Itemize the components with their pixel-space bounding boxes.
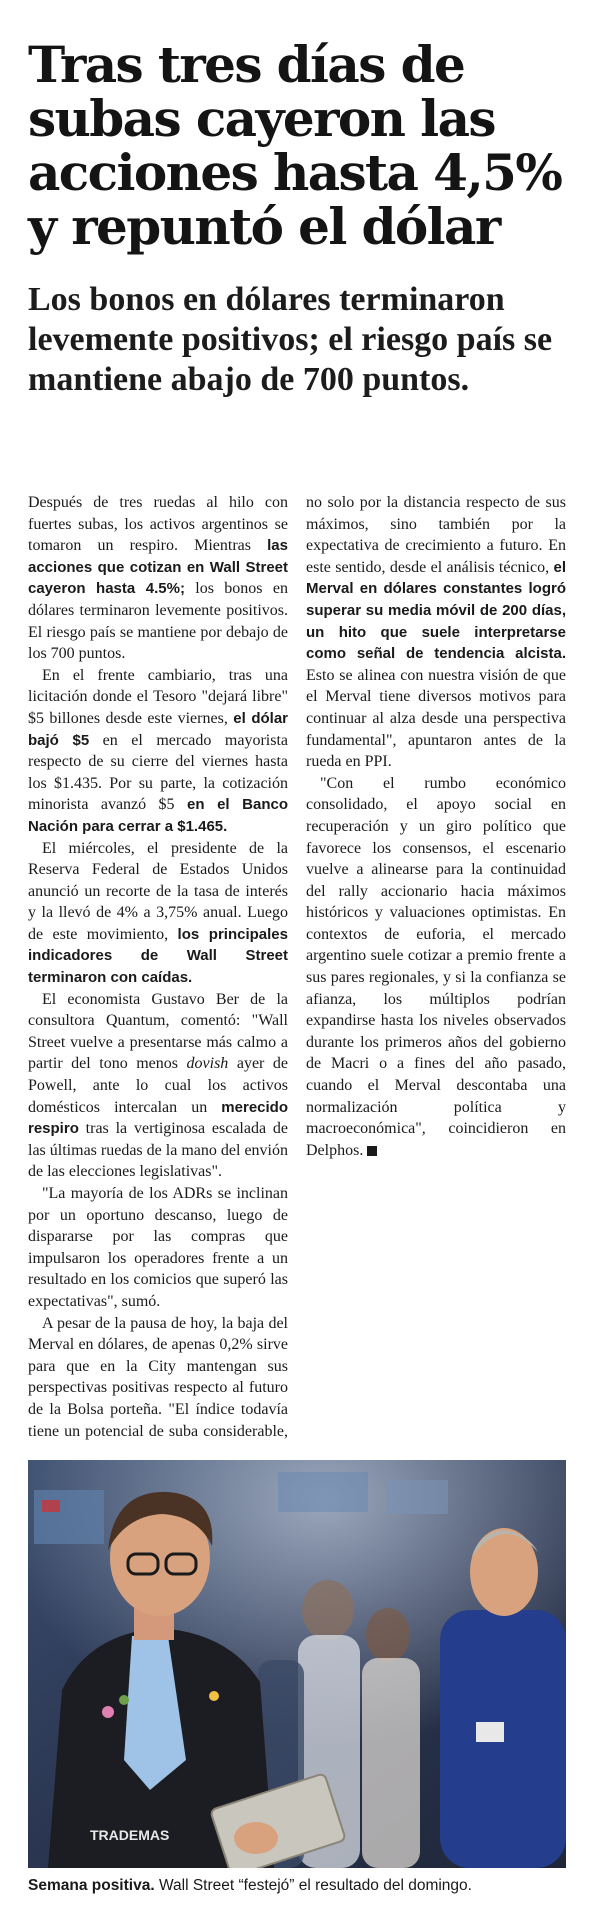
bold-run: los principales indicadores de Wall Street terminaron con caídas. — [28, 925, 288, 987]
trader-pin-3 — [209, 1691, 219, 1701]
paragraph-2 — [28, 665, 288, 838]
bold-run: merecido respiro — [28, 1098, 288, 1138]
news-photo — [28, 1460, 566, 1868]
text-run: los bonos en dólares terminaron levemente positivos. El riesgo país se mantiene por debajo de los 700 puntos. — [28, 580, 288, 663]
text-run: El economista Gustavo Ber de la consultora Quantum, comentó: "Wall Street vuelve a presentarse más calmo a partir del tono menos — [28, 990, 288, 1073]
trader-pin-2 — [119, 1695, 129, 1705]
caption-text: Wall Street “festejó” el resultado del domingo. — [154, 1877, 472, 1894]
text-run: El miércoles, el presidente de la Reserva Federal de Estados Unidos anunció un recorte de la tasa de interés y la llevó de 4% a 3,75% anual. Luego de este movimiento, — [28, 839, 288, 943]
text-run: "Con el rumbo económico consolidado, el apoyo social en recuperación y un giro político que favorece los consensos, el escenario vuelve a alinearse para la continuidad del rally accionario hacia máximos históricos y valuaciones optimistas. En contextos de euforia, el mercado argentino suele cotizar a premio frente a sus pares regionales, y si la confianza se afianza, los múltiplos podrían expandirse hasta los niveles observados durante los primeros años del gobierno de Macri o a fines del año pasado, cuando el Merval descontaba una normalización política y macroeconómica", coincidieron en Delphos. — [306, 774, 566, 1159]
bold-run: en el Banco Nación para cerrar a $1.465. — [28, 796, 288, 835]
trading-floor-illustration — [28, 1460, 566, 1868]
subheadline: Los bonos en dólares terminaron levemente positivos; el riesgo país se mantiene abajo de 700 puntos. — [28, 281, 553, 398]
article-body — [28, 492, 566, 1462]
text-run: ayer de Powell, ante lo cual los activos domésticos intercalan un — [28, 1055, 288, 1116]
right-man-badge — [476, 1722, 504, 1742]
text-run: Esto se alinea con nuestra visión de que el Merval tiene diversos motivos para continuar al alza desde una perspectiva fundamental", apuntaron antes de la rueda en PPI. — [306, 666, 566, 771]
trader-pin-1 — [102, 1706, 114, 1718]
bg-person-2-body — [362, 1658, 420, 1868]
jacket-text: TRADEMAS — [90, 1827, 170, 1843]
paragraph-1 — [28, 492, 288, 665]
bold-run: las acciones que cotizan en Wall Street cayeron hasta 4.5%; — [28, 537, 288, 598]
text-run: tras la vertiginosa escalada de las últimas ruedas de la mano del envión de las elecciones legislativas". — [28, 1120, 288, 1181]
italic-run: dovish — [186, 1055, 229, 1073]
paragraph-3 — [28, 838, 288, 989]
screen-red — [42, 1500, 60, 1512]
text-run: En el frente cambiario, tras una licitación donde el Tesoro "dejará libre" $5 billones desde este viernes, — [28, 666, 288, 727]
bg-person-2 — [366, 1608, 410, 1662]
bold-run: el dólar bajó $5 — [28, 709, 288, 749]
text-run: "La mayoría de los ADRs se inclinan por un oportuno descanso, luego de dispararse por las compras que impulsaron los operadores frente a un resultado en los comicios que superó las expectativas", sumó. — [28, 1185, 288, 1310]
text-run: en el mercado mayorista respecto de su cierre del viernes hasta los $1.435. Por su parte, la cotización minorista avanzó $5 — [28, 731, 288, 814]
screen-right — [388, 1480, 448, 1514]
end-of-article-mark — [367, 1146, 377, 1156]
text-run: A pesar de la pausa de hoy, la baja del Merval en dólares, de apenas 0,2% sirve para que en la City mantengan sus perspectivas positivas respecto al futuro de la Bolsa porteña. "El índice todavía tiene un potencial de suba considerable, no solo por la distancia respecto de sus máximos, sino también por la expectativa de crecimiento a futuro. En este sentido, desde el análisis técnico, — [28, 494, 566, 1440]
paragraph-4 — [28, 989, 288, 1183]
bg-person-1 — [302, 1580, 354, 1640]
photo-caption — [28, 1876, 566, 1896]
paragraph-5 — [28, 1183, 288, 1313]
paragraph-7 — [306, 773, 566, 1162]
trader-hand — [234, 1822, 278, 1854]
caption-lead: Semana positiva. — [28, 1877, 155, 1894]
screen-left — [34, 1490, 104, 1544]
bold-run: el Merval en dólares constantes logró superar su media móvil de 200 días, un hito que suele interpretarse como señal de tendencia alcista. — [306, 558, 566, 663]
screen-mid — [278, 1472, 368, 1512]
headline: Tras tres días de subas cayeron las acciones hasta 4,5% y repuntó el dólar — [28, 35, 562, 256]
text-run: Después de tres ruedas al hilo con fuertes subas, los activos argentinos se tomaron un respiro. Mientras — [28, 494, 288, 555]
